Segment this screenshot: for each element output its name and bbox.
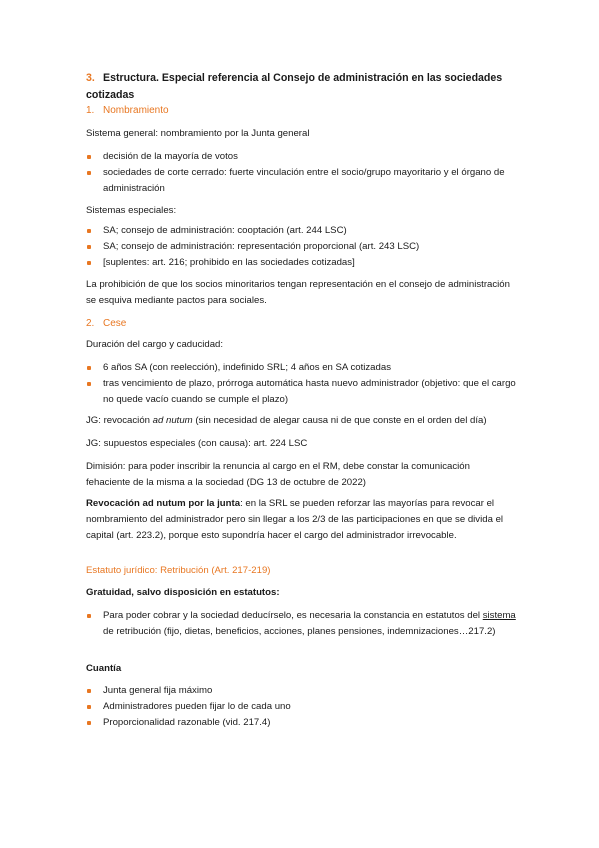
subheading-cuantia: Cuantía bbox=[86, 663, 122, 674]
paragraph-prohibicion: La prohibición de que los socios minoritarios tengan representación en el consejo de administración se esquiva mediante pactos para sociales. bbox=[86, 279, 510, 306]
bullet-icon bbox=[87, 721, 91, 725]
bullet-icon bbox=[87, 382, 91, 386]
paragraph-revocacion: Revocación ad nutum por la junta: en la SRL se pueden reforzar las mayorías para revocar el nombramiento del administrador pero sin llegar a los 2/3 de las participaciones en que se divida el capital (art. 223.2), porque esto supondría hacer el cargo del administrador irrevocable. bbox=[86, 498, 504, 541]
bullet-list-5 bbox=[86, 683, 516, 731]
bullet-list-4 bbox=[86, 608, 516, 640]
section-number: 1. bbox=[86, 105, 95, 116]
subheading-gratuidad: Gratuidad, salvo disposición en estatutos: bbox=[86, 587, 280, 598]
bullet-icon bbox=[87, 261, 91, 265]
paragraph-dimision: Dimisión: para poder inscribir la renuncia al cargo en el RM, debe constar la comunicación fehaciente de la misma a la sociedad (DG 13 de octubre de 2022) bbox=[86, 461, 470, 488]
heading-number: 3. bbox=[86, 72, 95, 84]
list-item: SA; consejo de administración: representación proporcional (art. 243 LSC) bbox=[86, 239, 516, 255]
bullet-icon bbox=[87, 366, 91, 370]
list-item: SA; consejo de administración: cooptación (art. 244 LSC) bbox=[86, 223, 516, 239]
section-title: Nombramiento bbox=[103, 105, 169, 116]
list-item: Para poder cobrar y la sociedad deducírselo, es necesaria la constancia en estatutos del sistema de retribución (fijo, dietas, beneficios, acciones, planes pensiones, indemnizaciones…217.2) bbox=[86, 608, 516, 640]
list-item: 6 años SA (con reelección), indefinido SRL; 4 años en SA cotizadas bbox=[86, 360, 516, 376]
paragraph-sistema-general: Sistema general: nombramiento por la Junta general bbox=[86, 128, 310, 139]
paragraph-jg-revocacion: JG: revocación ad nutum (sin necesidad de alegar causa ni de que conste en el orden del día) bbox=[86, 415, 487, 426]
bullet-icon bbox=[87, 229, 91, 233]
bullet-icon bbox=[87, 614, 91, 618]
bullet-icon bbox=[87, 689, 91, 693]
list-item: Proporcionalidad razonable (vid. 217.4) bbox=[86, 715, 516, 731]
list-item: tras vencimiento de plazo, prórroga automática hasta nuevo administrador (objetivo: que el cargo no quede vacío cuando se cumple el plazo) bbox=[86, 376, 516, 408]
bullet-icon bbox=[87, 705, 91, 709]
list-item: [suplentes: art. 216; prohibido en las sociedades cotizadas] bbox=[86, 255, 516, 271]
bullet-list-2 bbox=[86, 223, 516, 271]
list-item: Junta general fija máximo bbox=[86, 683, 516, 699]
paragraph-jg-supuestos: JG: supuestos especiales (con causa): art. 224 LSC bbox=[86, 438, 308, 449]
list-item: Administradores pueden fijar lo de cada uno bbox=[86, 699, 516, 715]
section-cese bbox=[86, 316, 516, 332]
bullet-icon bbox=[87, 245, 91, 249]
list-item: decisión de la mayoría de votos bbox=[86, 149, 516, 165]
heading-3 bbox=[86, 70, 506, 104]
bullet-list-1 bbox=[86, 149, 516, 197]
subheading-estatuto: Estatuto jurídico: Retribución (Art. 217-219) bbox=[86, 565, 271, 576]
paragraph-duracion: Duración del cargo y caducidad: bbox=[86, 339, 224, 350]
list-item: sociedades de corte cerrado: fuerte vinculación entre el socio/grupo mayoritario y el órgano de administración bbox=[86, 165, 516, 197]
paragraph-sistemas-especiales: Sistemas especiales: bbox=[86, 205, 177, 216]
bullet-icon bbox=[87, 171, 91, 175]
bullet-icon bbox=[87, 155, 91, 159]
bullet-list-3 bbox=[86, 360, 516, 408]
section-title: Cese bbox=[103, 318, 127, 329]
section-nombramiento bbox=[86, 103, 516, 119]
section-number: 2. bbox=[86, 318, 95, 329]
heading-text: Estructura. Especial referencia al Consejo de administración en las sociedades cotizadas bbox=[86, 72, 503, 101]
